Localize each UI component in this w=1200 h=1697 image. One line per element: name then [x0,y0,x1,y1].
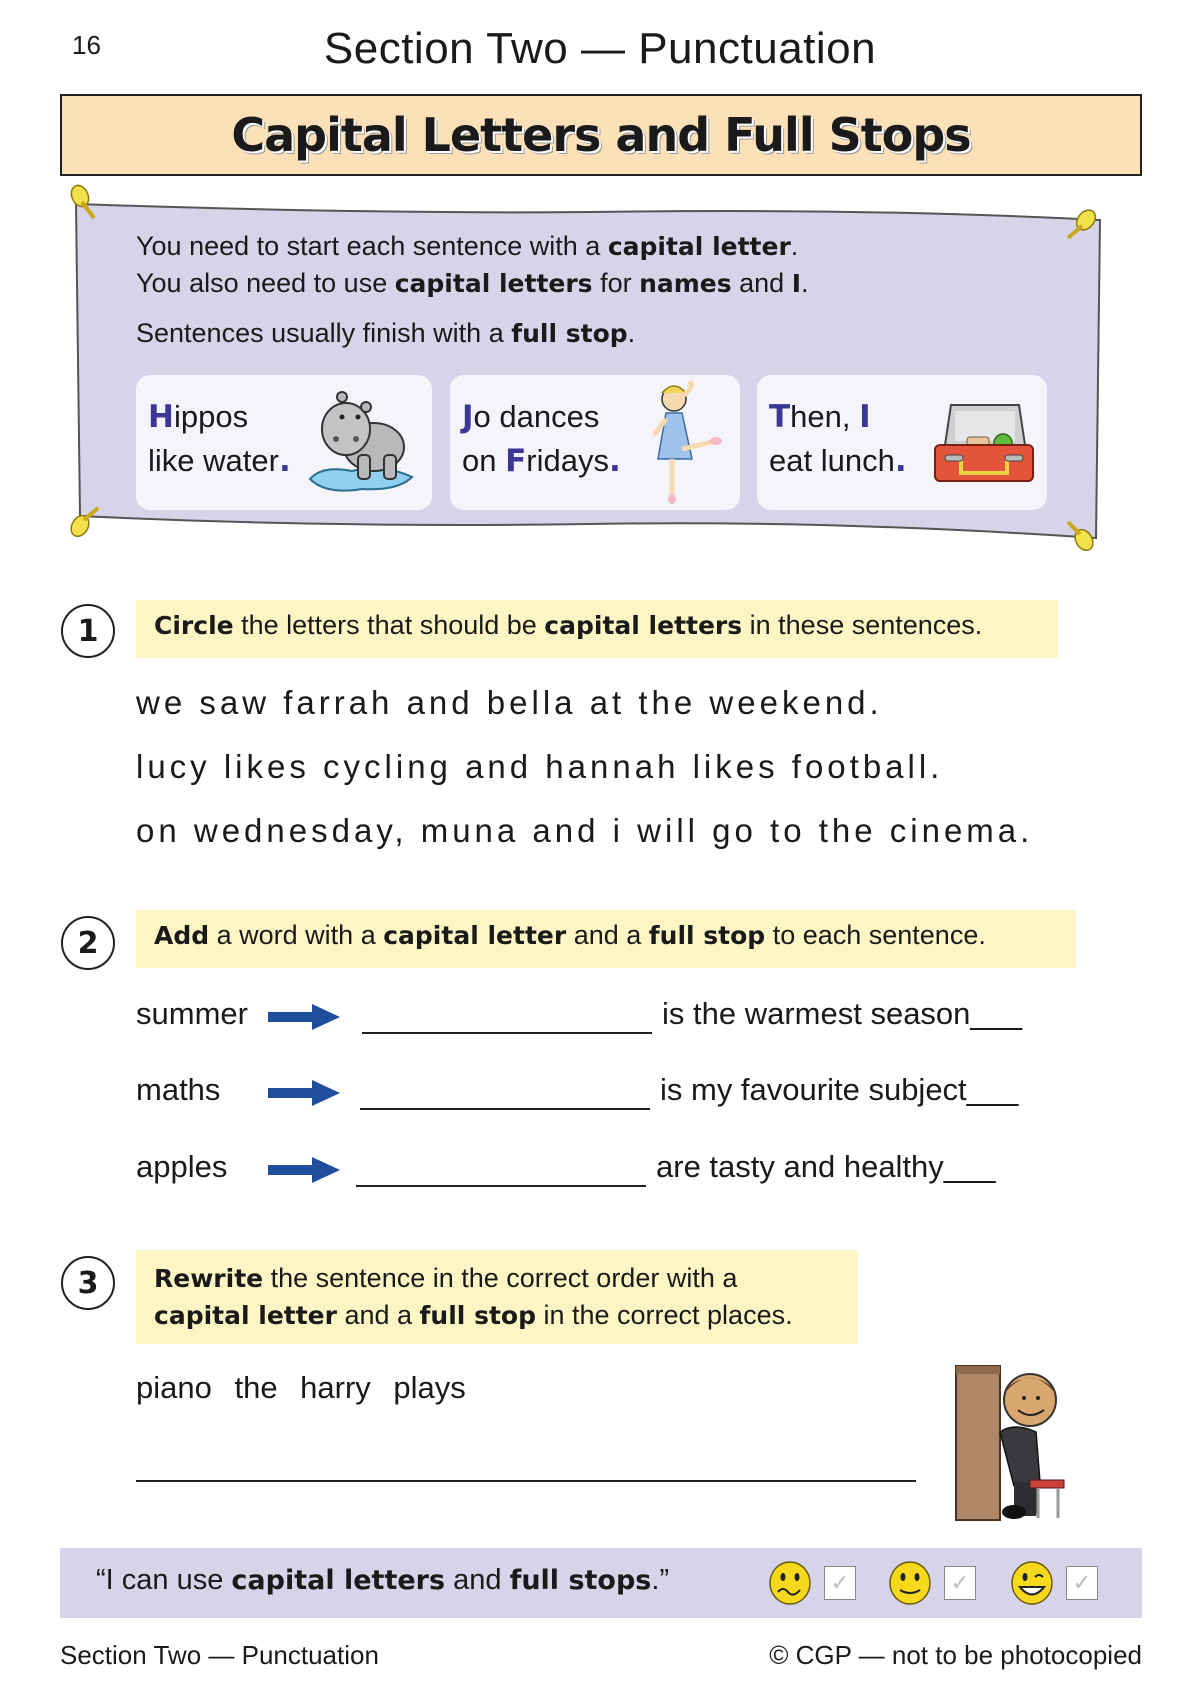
q2-prompt-word: maths [136,1072,221,1107]
question-3-instruction: Rewrite the sentence in the correct order with a capital letter and a full stop in the correct places. [136,1250,858,1344]
piano-player-icon [954,1362,1066,1522]
pin-icon [66,182,106,222]
info-line-3: Sentences usually finish with a full stop. [136,318,636,348]
q2-sentence-rest: are tasty and healthy___ [656,1149,996,1184]
page-title: Capital Letters and Full Stops [231,108,971,162]
q3-jumbled-words: piano the harry plays [136,1370,466,1405]
self-assessment-statement: “I can use capital letters and full stops.” [96,1564,670,1596]
pin-icon [68,500,108,540]
hippo-icon [302,387,422,499]
answer-blank[interactable] [362,1032,652,1034]
q1-sentence[interactable]: lucy likes cycling and hannah likes football. [136,748,944,785]
info-line-1: You need to start each sentence with a capital letter. [136,231,799,261]
example-card-hippos [136,375,432,510]
q2-prompt-word: summer [136,996,248,1031]
info-line-2: You also need to use capital letters for names and I. [136,268,809,298]
rating-checkbox[interactable]: ✓ [824,1566,856,1600]
arrow-right-icon [266,1078,342,1108]
rating-checkbox[interactable]: ✓ [1066,1566,1098,1600]
footer-section: Section Two — Punctuation [60,1640,379,1670]
footer-copyright: © CGP — not to be photocopied [769,1640,1142,1670]
example-text: Hippos like water. [148,399,291,479]
question-3-number: 3 [61,1256,115,1310]
q2-row [136,1149,1036,1199]
q2-prompt-word: apples [136,1149,228,1184]
pin-icon [1060,516,1100,556]
rating-checkbox[interactable]: ✓ [944,1566,976,1600]
example-card-jo [450,375,740,510]
answer-line[interactable] [136,1480,916,1482]
q1-sentence[interactable]: we saw farrah and bella at the weekend. [136,684,883,721]
arrow-right-icon [266,1002,342,1032]
example-text: Then, I eat lunch. [769,399,907,479]
lunchbox-icon [931,401,1037,485]
worried-face-icon [768,1560,812,1606]
question-1-instruction: Circle the letters that should be capital letters in these sentences. [136,600,1058,658]
q2-row [136,996,1036,1046]
pin-icon [1060,206,1100,246]
smile-face-icon [888,1560,932,1606]
question-2-number: 2 [61,916,115,970]
self-assessment-bar [60,1548,1142,1618]
rating-option-worried[interactable] [768,1560,856,1606]
q2-sentence-rest: is the warmest season___ [662,996,1023,1031]
question-2-instruction: Add a word with a capital letter and a full stop to each sentence. [136,910,1076,968]
q1-sentence[interactable]: on wednesday, muna and i will go to the cinema. [136,812,1034,849]
answer-blank[interactable] [360,1108,650,1110]
example-text: Jo dances on Fridays. [462,399,621,479]
rating-option-confident[interactable] [1010,1560,1098,1606]
example-card-then [757,375,1047,510]
q2-row [136,1072,1036,1122]
q2-sentence-rest: is my favourite subject___ [660,1072,1019,1107]
ballerina-icon [646,379,726,505]
answer-blank[interactable] [356,1185,646,1187]
question-1-number: 1 [61,604,115,658]
page-number: 16 [72,30,101,60]
rating-option-ok[interactable] [888,1560,976,1606]
wink-face-icon [1010,1560,1054,1606]
arrow-right-icon [266,1155,342,1185]
section-header: Section Two — Punctuation [323,24,877,73]
info-text [136,228,809,352]
title-banner [60,94,1142,176]
